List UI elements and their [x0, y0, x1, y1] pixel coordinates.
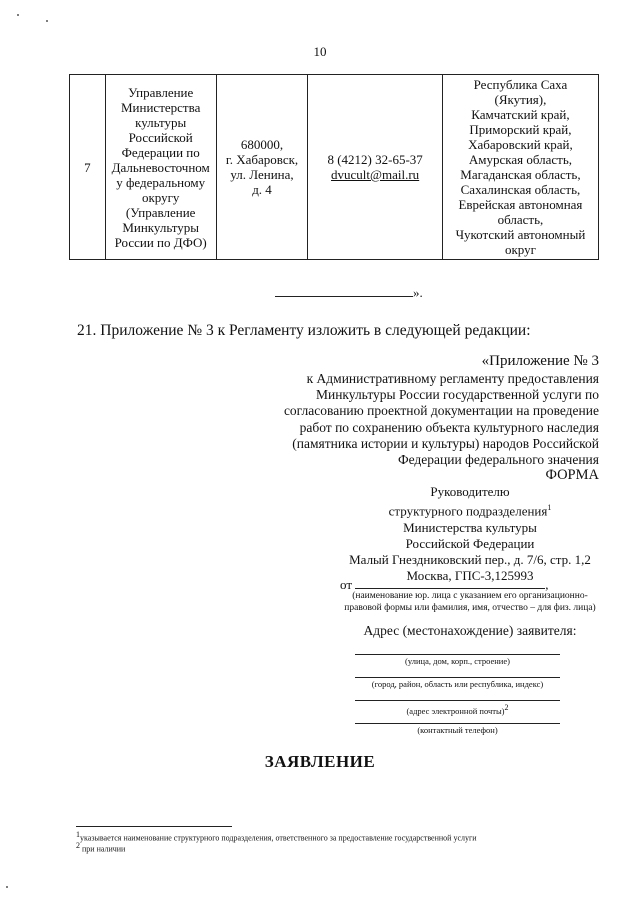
recipient-line [310, 500, 630, 520]
address-input-line[interactable] [355, 665, 560, 678]
address-line: д. 4 [252, 182, 272, 197]
from-note-line: (наименование юр. лица с указанием его организационно- [352, 591, 588, 601]
region-line: Амурская область, [468, 152, 573, 167]
organization-line: Минкультуры [122, 219, 200, 235]
region-line: Чукотский автономный [455, 227, 586, 242]
page-number: 10 [313, 44, 327, 59]
scan-speck [17, 14, 19, 16]
table-row [70, 75, 599, 260]
organization-table [69, 74, 599, 260]
recipient-line: Руководителю [430, 484, 510, 499]
appendix-line: Минкультуры России государственной услуги по [315, 387, 599, 403]
organization-line: культуры [135, 114, 187, 130]
appendix-line: работ по сохранению объекта культурного наследия [299, 419, 599, 435]
regions-cell [442, 75, 598, 260]
statement-title: ЗАЯВЛЕНИЕ [264, 752, 376, 771]
email-link[interactable]: dvucult@mail.ru [331, 167, 420, 182]
blank-rule [275, 286, 413, 297]
recipient-line: Министерства культуры [403, 519, 537, 535]
recipient-line-text: структурного подразделения [388, 503, 548, 519]
region-line: Камчатский край, [471, 107, 570, 122]
footnote-text: при наличии [80, 844, 126, 854]
address-field-note: (адрес электронной почты) [406, 705, 505, 716]
organization-line: Российской [128, 129, 193, 145]
scan-speck [46, 20, 48, 22]
address-field-note: (город, район, область или республика, индекс) [371, 679, 544, 689]
region-line: Приморский край, [469, 122, 572, 137]
appendix-title: «Приложение № 3 [481, 353, 599, 369]
footnote-2 [76, 841, 125, 855]
phone-number: 8 (4212) 32-65-37 [327, 152, 423, 167]
organization-line: Дальневосточном [111, 159, 210, 175]
address-city-field [355, 665, 560, 690]
address-input-line[interactable] [355, 688, 560, 701]
from-input-line[interactable] [355, 578, 545, 589]
appendix-line: Федерации федерального значения [397, 452, 599, 468]
footnote-text: указывается наименование структурного подразделения, ответственного за предоставление государственной услуги [80, 833, 477, 843]
address-field-note: (контактный телефон) [417, 725, 498, 735]
footnote-mark: 1 [547, 503, 552, 513]
closing-quote-line [275, 285, 435, 301]
item-21-paragraph: 21. Приложение № 3 к Регламенту изложить в следующей редакции: [77, 322, 531, 339]
organization-line: у федеральному [116, 174, 206, 190]
scan-speck [6, 886, 8, 888]
address-line: 680000, [240, 137, 284, 152]
region-line: Магаданская область, [460, 167, 581, 182]
appendix-line: к Административному регламенту предоставления [306, 371, 599, 386]
region-line: Еврейская автономная [458, 197, 583, 212]
from-label: от [340, 577, 353, 592]
address-input-line[interactable] [355, 642, 560, 655]
footnote-1 [76, 830, 477, 844]
organization-line: округу [141, 189, 180, 205]
organization-line: Федерации по [121, 144, 200, 160]
applicant-address-label: Адрес (местонахождение) заявителя: [363, 623, 577, 638]
footnote-divider [76, 826, 232, 827]
region-line: Сахалинская область, [460, 182, 581, 197]
address-cell [216, 75, 308, 260]
from-note [330, 590, 610, 614]
recipient-address: Малый Гнездниковский пер., д. 7/6, стр. 1,2 [349, 552, 591, 568]
from-note-line: правовой формы или фамилия, имя, отчество – для физ. лица) [344, 603, 596, 613]
form-label: ФОРМА [545, 467, 599, 483]
organization-line: (Управление [125, 204, 196, 220]
address-line: ул. Ленина, [230, 167, 294, 182]
region-line: округ [504, 242, 536, 257]
region-line: область, [497, 212, 544, 227]
recipient-city: Москва, ГПС-3,125993 [406, 568, 534, 584]
address-street-field [355, 642, 560, 667]
footnote-mark: 2 [76, 841, 80, 850]
address-input-line[interactable] [355, 711, 560, 724]
organization-line: Управление [128, 84, 194, 100]
contacts-cell [308, 75, 443, 260]
from-trailing: , [545, 577, 549, 592]
organization-line: России по ДФО) [114, 234, 207, 250]
appendix-line: (памятника истории и культуры) народов Российской [292, 435, 599, 451]
organization-line: Министерства [121, 99, 201, 115]
footnote-mark: 1 [76, 830, 80, 839]
address-field-note: (улица, дом, корп., строение) [405, 656, 510, 666]
address-line: г. Хабаровск, [225, 152, 299, 167]
appendix-header [239, 352, 599, 468]
region-line: (Якутия), [494, 92, 547, 107]
region-line: Республика Саха [473, 77, 568, 92]
address-phone-field [355, 711, 560, 736]
recipient-block [310, 484, 630, 585]
closing-quote: ». [413, 285, 423, 300]
footnote-mark: 2 [504, 703, 509, 712]
region-line: Хабаровский край, [468, 137, 573, 152]
row-number: 7 [70, 75, 106, 260]
recipient-line: Российской Федерации [405, 535, 535, 551]
organization-name-cell [105, 75, 216, 260]
appendix-line: согласованию проектной документации на проведение [283, 403, 599, 419]
